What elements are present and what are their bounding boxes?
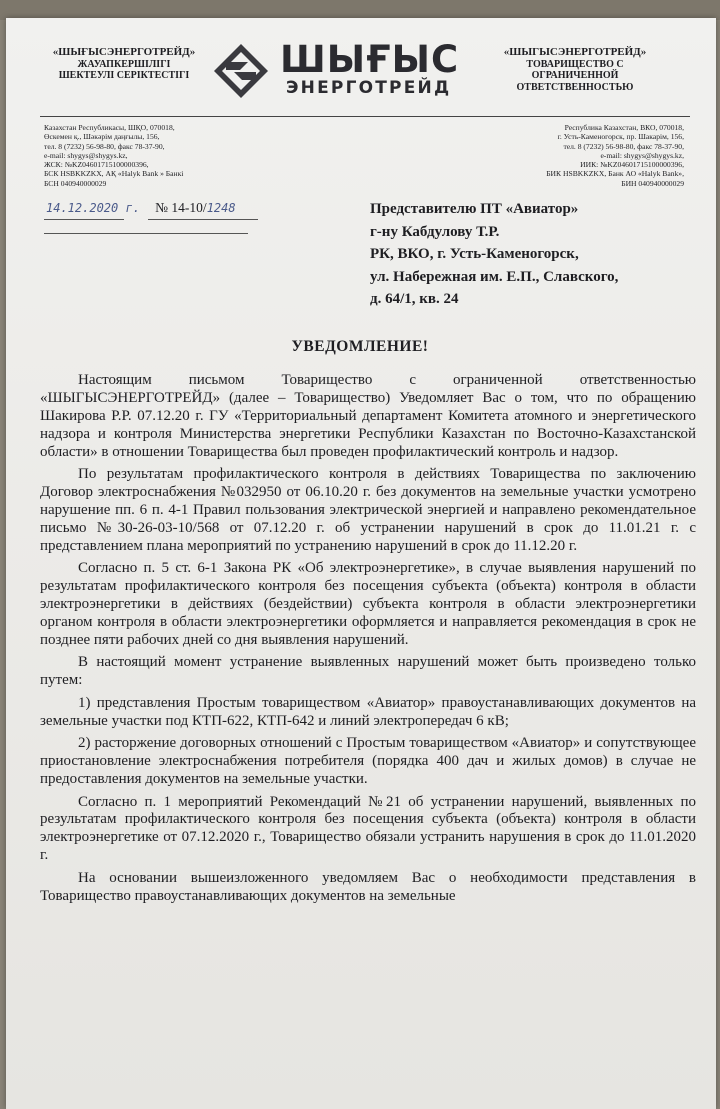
right-address-line: БИК HSBKKZKX, Банк АО «Halyk Bank», (546, 169, 684, 179)
body-paragraph: По результатам профилактического контроля в действиях Товарищества по заключению Договор электроснабжения №032950 от 06.10.20 г. без документов на земельные участки усмотрено нарушение пп. 6 п. 4-1 Правил пользования электрической энергией и направлено рекомендательное письмо №30-26-03-10/568 от 07.12.20 г. об устранении нарушений в срок до 11.01.21 г. с представлением плана мероприятий по устранению нарушений в срок до 11.12.20 г. (40, 466, 696, 554)
left-address-line: e-mail: shygys@shygys.kz, (44, 150, 128, 160)
right-org-line2: ТОВАРИЩЕСТВО С (526, 58, 624, 70)
recipient-line: г-ну Кабдулову Т.Р. (370, 223, 500, 240)
reference-underline (44, 233, 248, 234)
recipient-line: ул. Набережная им. Е.П., Славского, (370, 268, 619, 285)
left-address-line: БСН 040940000029 (44, 178, 107, 188)
body-list-item: 1) представления Простым товариществом «Авиатор» правоустанавливающих документов на земельные участки под КТП-622, КТП-642 и линий электропередач 6 кВ; (40, 694, 696, 729)
left-address-line: Өскемен қ., Шәкәрім даңғылы, 156, (44, 132, 160, 142)
date-underline (44, 219, 124, 220)
body-list-item: 2) расторжение договорных отношений с Простым товариществом «Авиатор» и сопутствующее приостановление электроснабжения потребителя (порядка 400 дач и жилых домов) в случае не предоставления документов на земельные участки. (40, 735, 696, 787)
outgoing-reference (46, 200, 236, 216)
recipient-block (370, 198, 618, 311)
left-org-line2: ЖАУАПКЕРШІЛІГІ (77, 58, 171, 70)
number-underline (148, 219, 258, 220)
left-org-line3: ШЕКТЕУЛІ СЕРІКТЕСТІГІ (58, 70, 190, 81)
recipient-line: Представителю ПТ «Авиатор» (370, 201, 579, 217)
body-paragraph: Согласно п. 5 ст. 6-1 Закона РК «Об электроэнергетике», в случае выявления нарушений по результатам профилактического контроля без посещения субъекта (объекта) контроля в области электроэнергетики в действиях (бездействии) субъекта контроля в области электроэнергетики органом контроля в области электроэнергетики оформляется и направляется рекомендация в срок не позднее пяти рабочих дней со дня выявления нарушений. (40, 560, 696, 648)
outgoing-date: 14.12.2020 г. (46, 201, 140, 215)
right-address-line: БИН 040940000029 (621, 178, 684, 188)
body-paragraph: Настоящим письмом Товарищество с ограниченной ответственностью «ШЫГЫСЭНЕРГОТРЕЙД» (далее – Товарищество) Уведомляет Вас о том, что по обращению Шакирова Р.Р. 07.12.20 г. ГУ «Территориальный департамент Комитета атомного и энергетического надзора и контроля Министерства энергетики Республики Казахстан по Восточно-Казахстанской области» в отношении Товарищества был проведен профилактический контроль и надзор. (40, 372, 696, 460)
right-address-line: Республика Казахстан, ВКО, 070018, (564, 123, 684, 132)
right-address-block (430, 123, 684, 188)
left-address-line: тел. 8 (7232) 56-98-80, факс 78-37-90, (44, 141, 165, 151)
left-address-block (44, 123, 294, 188)
outgoing-number-handwritten: 1248 (206, 201, 236, 215)
header-right-org (472, 47, 678, 93)
logo-name: ШЫҒЫС (280, 38, 460, 81)
right-org-line1: «ШЫГЫСЭНЕРГОТРЕЙД» (503, 46, 647, 58)
left-address-line: БСК HSBKKZKX, АҚ «Halyk Bank » Банкі (44, 169, 184, 179)
recipient-line: РК, ВКО, г. Усть-Каменогорск, (370, 246, 579, 262)
left-address-line: Казахстан Республикасы, ШҚО, 070018, (44, 123, 175, 132)
document-body (40, 372, 696, 910)
logo-subtitle: ЭНЕРГОТРЕЙД (286, 78, 452, 98)
left-address-line: ЖСК: №KZ04601715100000396, (44, 160, 149, 170)
body-paragraph: На основании вышеизложенного уведомляем Вас о необходимости представления в Товарищество правоустанавливающих документов на земельные (40, 869, 696, 904)
outgoing-number-label: № 14-10/ (155, 200, 207, 215)
body-paragraph: Согласно п. 1 мероприятий Рекомендаций №21 об устранении нарушений, выявленных по результатам профилактического контроля без посещения субъекта (объекта) контроля в области электроэнергетике от 07.12.2020 г., Товарищество обязали устранить нарушения в срок до 11.01.2020 г. (40, 793, 696, 864)
recipient-line: д. 64/1, кв. 24 (370, 291, 459, 307)
header-divider (40, 116, 690, 117)
right-address-line: тел. 8 (7232) 56-98-80, факс 78-37-90, (563, 141, 684, 151)
right-address-line: e-mail: shygys@shygys.kz, (600, 150, 684, 160)
header-left-org (44, 47, 204, 82)
document-title: УВЕДОМЛЕНИЕ! (291, 338, 429, 355)
company-logo (212, 38, 460, 102)
company-logo-mark-icon (212, 42, 270, 100)
right-org-line3: ОГРАНИЧЕННОЙ ОТВЕТСТВЕННОСТЬЮ (516, 70, 634, 93)
right-address-line: г. Усть-Каменогорск, пр. Шакарім, 156, (557, 132, 684, 142)
left-org-line1: «ШЫҒЫСЭНЕРГОТРЕЙД» (52, 46, 196, 58)
background-surface (0, 0, 720, 20)
right-address-line: ИИК: №KZ04601715100000396, (580, 160, 684, 170)
body-paragraph: В настоящий момент устранение выявленных нарушений может быть произведено только путем: (40, 654, 696, 689)
